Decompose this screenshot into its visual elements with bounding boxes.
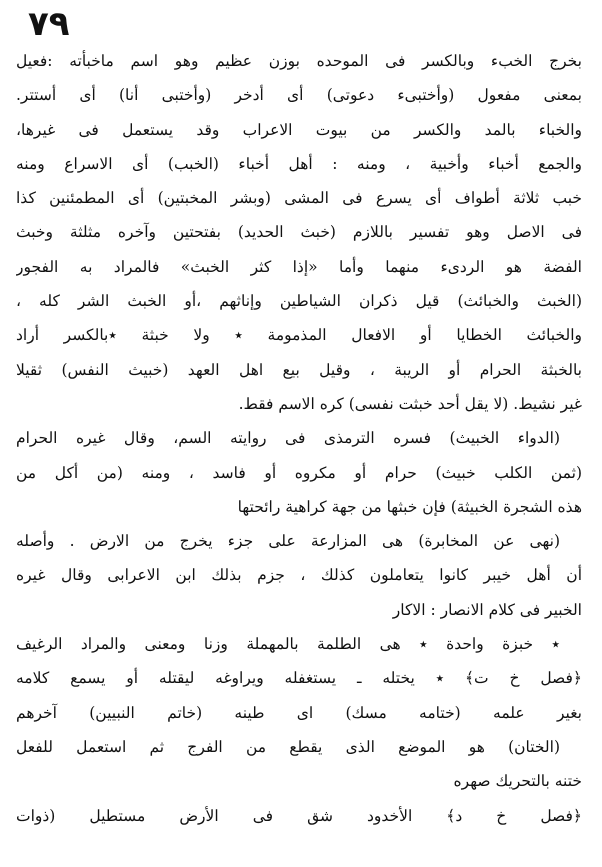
text-line: والجمع أخباء وأخبية ، ومنه : أهل أخباء (الخبب) أى الاسراع ومنه (16, 154, 582, 173)
text-line: ﴿فصل خ ت﴾ ٭ يختله ـ يستغفله ويراوغه ليقتله أو يسمع كلامه (16, 669, 582, 688)
text-line: (ثمن الكلب خبيث) حرام أو مكروه أو فاسد ، ومنه (من أكل من (16, 463, 582, 482)
text-line: بغير علمه (ختامه مسك) اى طينه (خاتم النبيين) آخرهم (16, 703, 582, 722)
text-line: الفضة هو الردىء منهما وأما «إذا كثر الخبث» فالمراد به الفجور (16, 257, 582, 276)
text-line: خبب ثلاثة أطواف أى يسرع فى المشى (وبشر المخبتين) أى المطمئنين كذا (16, 189, 582, 208)
body-text (16, 44, 582, 833)
text-line: (الدواء الخبيث) فسره الترمذى فى روايته السم، وقال غيره الحرام (16, 429, 560, 448)
text-line: ﴿فصل خ د﴾ الأخدود شق فى الأرض مستطيل (ذوات (16, 806, 582, 825)
text-line: ٭ خبزة واحدة ٭ هى الطلمة بالمهملة وزنا ومعنى والمراد الرغيف (16, 635, 560, 654)
text-line: والخباء بالمد والكسر من بيوت الاعراب وقد يستعمل فى غيرها، (16, 120, 582, 139)
text-line: أن أهل خيبر كانوا يتعاملون كذلك ، جزم بذلك ابن الاعرابى وقال غيره (16, 566, 582, 585)
page-number: ٧٩ (28, 4, 70, 44)
text-line: والخبائث الخطايا أو الافعال المذمومة ٭ ولا خبثة ٭بالكسر أراد (16, 326, 582, 345)
text-line: (الخبث والخبائث) قيل ذكران الشياطين وإناثهم ،أو الخبث الشر كله ، (16, 292, 582, 311)
text-line: غير نشيط. (لا يقل أحد خبثت نفسى) كره الاسم فقط. (238, 394, 582, 413)
text-line: بالخبثة الحرام أو الريبة ، وقيل بيع اهل العهد (خبيث النفس) ثقيلا (16, 360, 582, 379)
text-line: الخبير فى كلام الانصار : الاكار (392, 600, 582, 619)
text-line: بخرج الخبء وبالكسر فى الموحده بوزن عظيم وهو اسم ماخبأته :فعيل (16, 52, 582, 70)
text-line: (نهى عن المخابرة) هى المزارعة على جزء يخرج من الارض . وأصله (16, 532, 560, 551)
text-line: هذه الشجرة الخبيثة) فإن خبثها من جهة كراهية رائحتها (237, 497, 582, 516)
text-line: (الختان) هو الموضع الذى يقطع من الفرج ثم استعمل للفعل (16, 737, 560, 756)
text-line: بمعنى مفعول (وأختبىء دعوتى) أى أدخر (وأختبى أنا) أى أستتر. (16, 86, 582, 105)
text-line: ختنه بالتحريك صهره (453, 772, 582, 791)
text-line: فى الاصل وهو تفسير باللازم (خبث الحديد) بفتحتين وآخره مثلثة وخبث (16, 223, 582, 242)
